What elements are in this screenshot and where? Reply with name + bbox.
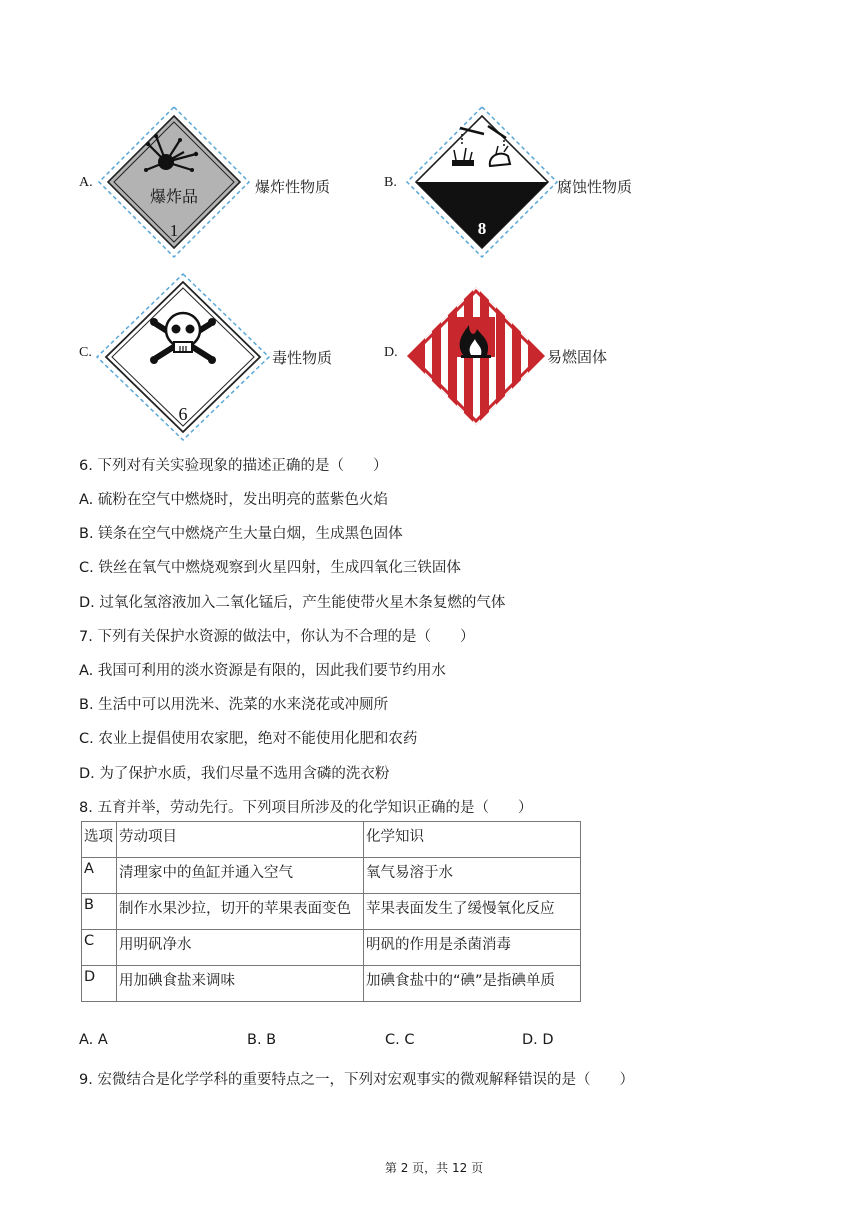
table-cell: 氧气易溶于水 [364,858,581,894]
sign-class-number: 1 [169,221,179,240]
flammable-solid-hazard-sign [405,285,547,427]
table-cell: 苹果表面发生了缓慢氧化反应 [364,894,581,930]
q6-option-d: D. 过氧化氢溶液加入二氧化锰后，产生能使带火星木条复燃的气体 [79,595,506,611]
flame-icon [455,317,495,358]
sign-label-c: 毒性物质 [272,349,333,367]
q7-option-c: C. 农业上提倡使用农家肥，绝对不能使用化肥和农药 [79,731,418,747]
table-cell: B [82,894,117,930]
sign-label-b: 腐蚀性物质 [557,178,633,196]
table-header-cell: 化学知识 [364,822,581,858]
q8-stem: 8. 五育并举，劳动先行。下列项目所涉及的化学知识正确的是（ ） [79,800,533,816]
q9-stem: 9. 宏微结合是化学学科的重要特点之一，下列对宏观事实的微观解释错误的是（ ） [79,1072,634,1088]
sign-label-d: 易燃固体 [547,348,608,366]
corrosive-hazard-sign [404,104,560,260]
q6-option-a: A. 硫粉在空气中燃烧时，发出明亮的蓝紫色火焰 [79,492,388,508]
q7-option-d: D. 为了保护水质，我们尽量不选用含磷的洗衣粉 [79,766,390,782]
table-cell: 明矾的作用是杀菌消毒 [364,930,581,966]
table-cell: A [82,858,117,894]
table-header-cell: 劳动项目 [117,822,364,858]
q6-option-c: C. 铁丝在氧气中燃烧观察到火星四射，生成四氧化三铁固体 [79,560,461,576]
option-letter-b: B. [384,175,397,190]
q8-choice-b: B. B [247,1032,277,1048]
sign-class-number: 8 [477,219,487,238]
table-cell: C [82,930,117,966]
table-row [82,966,581,1002]
table-header-row [82,822,581,858]
q7-option-a: A. 我国可利用的淡水资源是有限的，因此我们要节约用水 [79,663,446,679]
q8-choice-c: C. C [385,1032,415,1048]
q6-stem: 6. 下列对有关实验现象的描述正确的是（ ） [79,458,388,474]
page-footer: 第 2 页，共 12 页 [384,1161,484,1175]
q8-choice-a: A. A [79,1032,108,1048]
option-letter-d: D. [384,345,398,360]
option-letter-a: A. [79,175,93,190]
q7-option-b: B. 生活中可以用洗米、洗菜的水来浇花或冲厕所 [79,697,389,713]
table-cell: 清理家中的鱼缸并通入空气 [117,858,364,894]
table-cell: 制作水果沙拉，切开的苹果表面变色 [117,894,364,930]
table-cell: 加碘食盐中的“碘”是指碘单质 [364,966,581,1002]
table-row [82,894,581,930]
table-cell: 用明矾净水 [117,930,364,966]
table-row [82,930,581,966]
table-cell: 用加碘食盐来调味 [117,966,364,1002]
table-header-cell: 选项 [82,822,117,858]
explosive-hazard-sign [96,104,252,260]
q8-table [81,821,581,1002]
sign-label-a: 爆炸性物质 [255,178,331,196]
table-cell: D [82,966,117,1002]
sign-class-number: 6 [178,404,188,424]
q7-stem: 7. 下列有关保护水资源的做法中，你认为不合理的是（ ） [79,629,475,645]
sign-inner-text: 爆炸品 [149,187,199,206]
table-row [82,858,581,894]
q8-choice-d: D. D [522,1032,554,1048]
q6-option-b: B. 镁条在空气中燃烧产生大量白烟，生成黑色固体 [79,526,403,542]
toxic-hazard-sign [94,272,272,442]
option-letter-c: C. [79,345,92,360]
